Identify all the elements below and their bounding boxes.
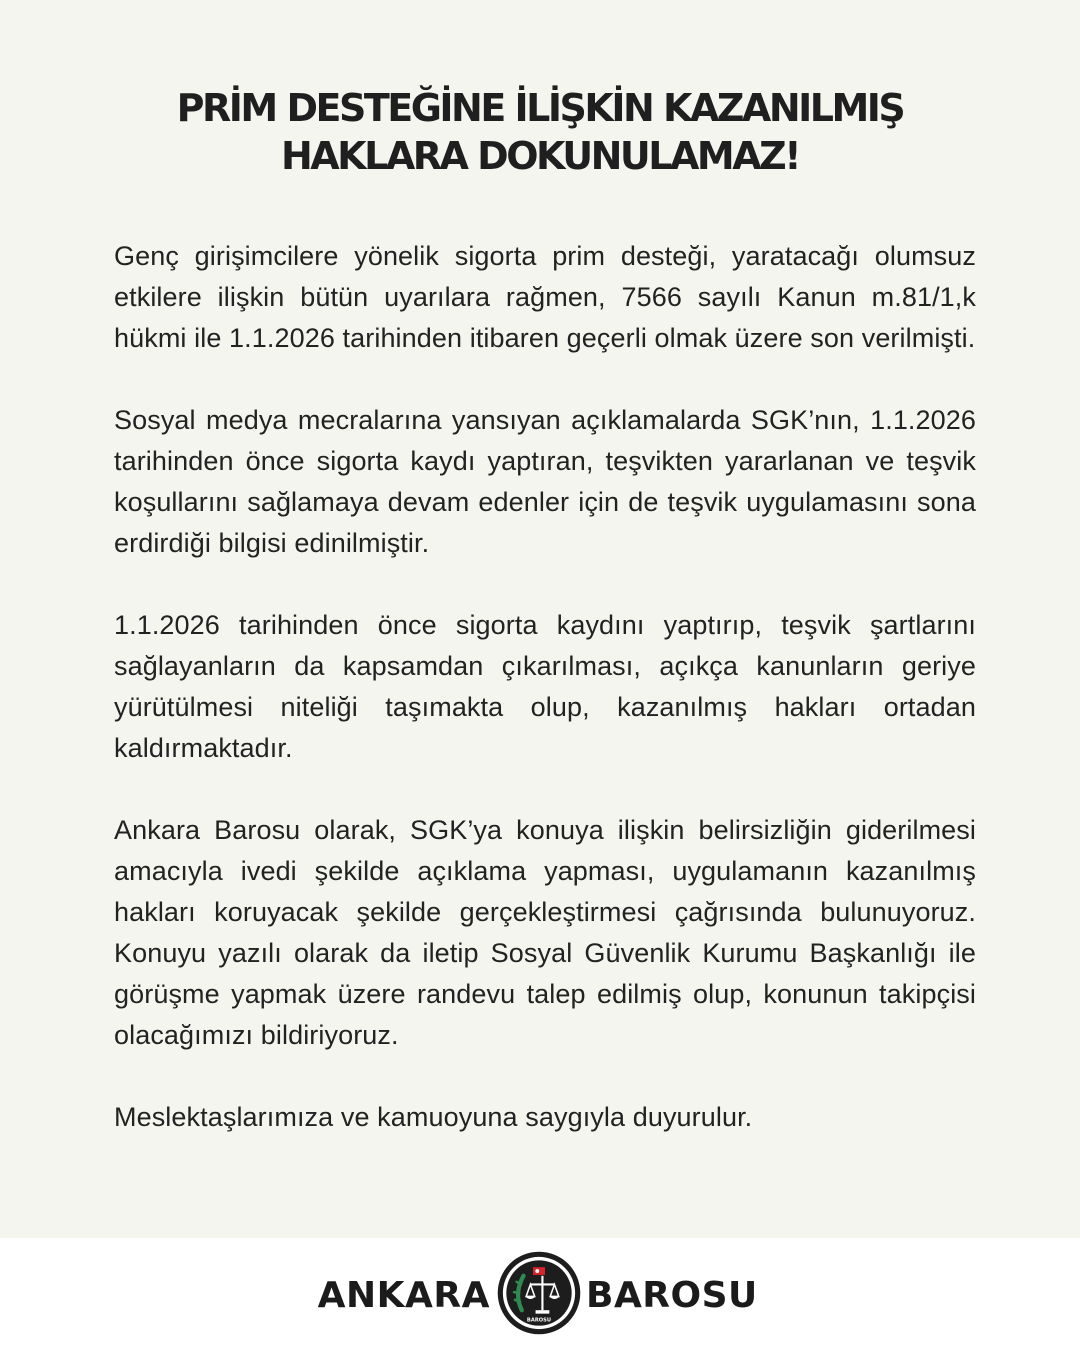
paragraph-1: Genç girişimcilere yönelik sigorta prim desteği, yaratacağı olumsuz etkilere ilişkin bütün uyarılara rağmen, 7566 sayılı Kanun m.81/1,k hükmi ile 1.1.2026 tarihinden itibaren geçerli olmak üzere son verilmişti. — [114, 241, 976, 353]
paragraph-3: 1.1.2026 tarihinden önce sigorta kaydını yaptırıp, teşvik şartlarını sağlayanların da kapsamdan çıkarılması, açıkça kanunların geriye yürütülmesi niteliği taşımakta olup, kazanılmış hakları ortadan kaldırmaktadır. — [114, 610, 976, 763]
brand-word-left: ANKARA — [317, 1275, 490, 1316]
title-line-1: PRİM DESTEĞİNE İLİŞKİN KAZANILMIŞ — [176, 86, 904, 130]
brand-logo — [0, 1238, 1080, 1350]
seal-text: BAROSU — [526, 1317, 552, 1324]
brand-word-right: BAROSU — [586, 1275, 758, 1316]
paragraph-4: Ankara Barosu olarak, SGK’ya konuya ilişkin belirsizliğin giderilmesi amacıyla ivedi şekilde açıklama yapması, uygulamanın kazanılmış hakları koruyacak şekilde gerçekleştirmesi çağrısında bulunuyoruz. Konuyu yazılı olarak da iletip Sosyal Güvenlik Kurumu Başkanlığı ile görüşme yapmak üzere randevu talep edilmiş olup, konunun takipçisi olacağımızı bildiriyoruz. — [114, 815, 976, 1050]
title-line-2: HAKLARA DOKUNULAMAZ! — [280, 134, 800, 178]
closing-paragraph: Meslektaşlarımıza ve kamuoyuna saygıyla duyurulur. — [114, 1102, 753, 1132]
page-title — [60, 84, 1020, 180]
paragraph-2: Sosyal medya mecralarına yansıyan açıklamalarda SGK’nın, 1.1.2026 tarihinden önce sigorta kaydı yaptıran, teşvikten yararlanan ve teşvik koşullarını sağlamaya devam edenler için de teşvik uygulamasını sona erdirdiği bilgisi edinilmiştir. — [114, 405, 976, 558]
announcement-body — [114, 236, 976, 1138]
ankara-barosu-seal-icon — [496, 1250, 582, 1336]
footer — [0, 1238, 1080, 1350]
